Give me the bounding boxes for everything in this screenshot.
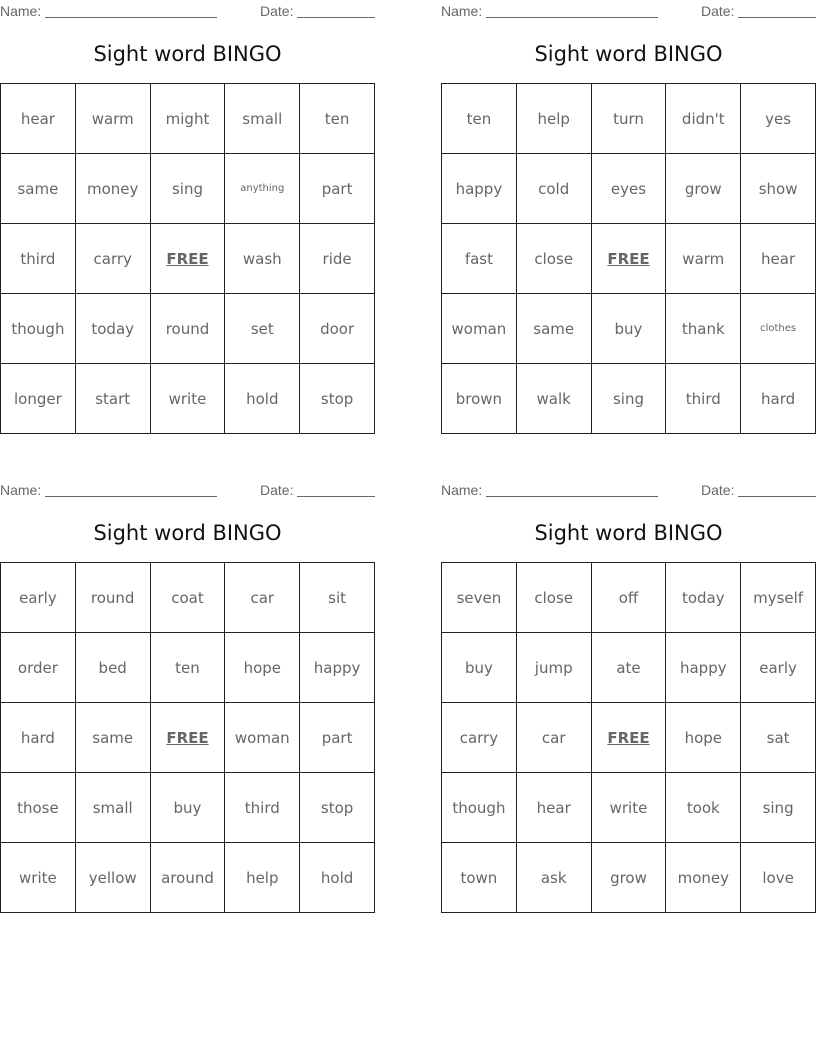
- bingo-cell[interactable]: turn: [592, 84, 667, 154]
- bingo-cell[interactable]: show: [741, 154, 816, 224]
- bingo-cell[interactable]: off: [592, 563, 667, 633]
- bingo-cell[interactable]: door: [300, 294, 375, 364]
- name-label: Name:: [0, 3, 42, 19]
- bingo-cell[interactable]: yellow: [76, 843, 151, 913]
- bingo-cell[interactable]: third: [225, 773, 300, 843]
- bingo-cell[interactable]: ten: [151, 633, 226, 703]
- bingo-cell[interactable]: hear: [741, 224, 816, 294]
- bingo-cell[interactable]: part: [300, 703, 375, 773]
- bingo-cell[interactable]: grow: [666, 154, 741, 224]
- name-field-line[interactable]: [45, 3, 217, 18]
- name-field-line[interactable]: [486, 3, 658, 18]
- bingo-cell[interactable]: yes: [741, 84, 816, 154]
- bingo-cell[interactable]: early: [1, 563, 76, 633]
- bingo-cell[interactable]: hard: [741, 364, 816, 434]
- bingo-cell[interactable]: brown: [442, 364, 517, 434]
- bingo-cell[interactable]: write: [151, 364, 226, 434]
- date-field-line[interactable]: [297, 482, 375, 497]
- bingo-cell[interactable]: sit: [300, 563, 375, 633]
- bingo-cell[interactable]: ten: [300, 84, 375, 154]
- name-field-line[interactable]: [45, 482, 217, 497]
- bingo-cell[interactable]: hope: [666, 703, 741, 773]
- bingo-cell[interactable]: write: [592, 773, 667, 843]
- bingo-cell[interactable]: sing: [592, 364, 667, 434]
- bingo-cell[interactable]: jump: [517, 633, 592, 703]
- free-space-cell[interactable]: FREE: [592, 703, 667, 773]
- card-title: Sight word BINGO: [93, 521, 282, 545]
- bingo-cell[interactable]: longer: [1, 364, 76, 434]
- card-header: [0, 3, 375, 19]
- bingo-cell[interactable]: close: [517, 563, 592, 633]
- bingo-cell[interactable]: small: [76, 773, 151, 843]
- bingo-cell[interactable]: small: [225, 84, 300, 154]
- bingo-grid: [441, 83, 816, 434]
- bingo-cell[interactable]: same: [76, 703, 151, 773]
- bingo-cell[interactable]: fast: [442, 224, 517, 294]
- bingo-cell[interactable]: happy: [666, 633, 741, 703]
- bingo-cell[interactable]: those: [1, 773, 76, 843]
- bingo-card: [441, 479, 816, 914]
- bingo-cell[interactable]: happy: [442, 154, 517, 224]
- bingo-cell[interactable]: round: [76, 563, 151, 633]
- free-space-cell[interactable]: FREE: [151, 703, 226, 773]
- bingo-cell[interactable]: same: [1, 154, 76, 224]
- bingo-cell[interactable]: hope: [225, 633, 300, 703]
- date-field-line[interactable]: [738, 482, 816, 497]
- card-header: [441, 3, 816, 19]
- bingo-cell[interactable]: today: [666, 563, 741, 633]
- bingo-cell[interactable]: coat: [151, 563, 226, 633]
- bingo-cell[interactable]: happy: [300, 633, 375, 703]
- bingo-cell[interactable]: around: [151, 843, 226, 913]
- date-label: Date:: [701, 482, 735, 498]
- bingo-cell[interactable]: ten: [442, 84, 517, 154]
- bingo-grid: [441, 562, 816, 913]
- bingo-cell[interactable]: help: [225, 843, 300, 913]
- bingo-cell[interactable]: car: [517, 703, 592, 773]
- bingo-cell[interactable]: ate: [592, 633, 667, 703]
- free-space-cell[interactable]: FREE: [592, 224, 667, 294]
- bingo-cell[interactable]: car: [225, 563, 300, 633]
- bingo-cell[interactable]: clothes: [741, 294, 816, 364]
- bingo-cell[interactable]: close: [517, 224, 592, 294]
- bingo-cell[interactable]: stop: [300, 364, 375, 434]
- bingo-cell[interactable]: carry: [76, 224, 151, 294]
- bingo-card: [441, 0, 816, 435]
- date-field-line[interactable]: [297, 3, 375, 18]
- bingo-cell[interactable]: though: [442, 773, 517, 843]
- name-label: Name:: [441, 3, 483, 19]
- bingo-cell[interactable]: took: [666, 773, 741, 843]
- bingo-cell[interactable]: early: [741, 633, 816, 703]
- bingo-cell[interactable]: carry: [442, 703, 517, 773]
- bingo-cell[interactable]: buy: [592, 294, 667, 364]
- bingo-cell[interactable]: hold: [300, 843, 375, 913]
- bingo-cell[interactable]: wash: [225, 224, 300, 294]
- bingo-cell[interactable]: eyes: [592, 154, 667, 224]
- bingo-cell[interactable]: love: [741, 843, 816, 913]
- bingo-cell[interactable]: grow: [592, 843, 667, 913]
- bingo-cell[interactable]: didn't: [666, 84, 741, 154]
- bingo-cell[interactable]: walk: [517, 364, 592, 434]
- bingo-cell[interactable]: buy: [151, 773, 226, 843]
- date-label: Date:: [260, 482, 294, 498]
- bingo-cell[interactable]: town: [442, 843, 517, 913]
- bingo-cell[interactable]: money: [666, 843, 741, 913]
- bingo-cell[interactable]: though: [1, 294, 76, 364]
- name-field-line[interactable]: [486, 482, 658, 497]
- bingo-cell[interactable]: round: [151, 294, 226, 364]
- card-header: [441, 482, 816, 498]
- bingo-grid: [0, 562, 375, 913]
- bingo-grid: [0, 83, 375, 434]
- bingo-cell[interactable]: sing: [741, 773, 816, 843]
- bingo-card: [0, 0, 375, 435]
- bingo-cell[interactable]: hard: [1, 703, 76, 773]
- bingo-cell[interactable]: write: [1, 843, 76, 913]
- bingo-cell[interactable]: woman: [225, 703, 300, 773]
- bingo-cell[interactable]: same: [517, 294, 592, 364]
- bingo-cell[interactable]: ride: [300, 224, 375, 294]
- bingo-cell[interactable]: third: [666, 364, 741, 434]
- bingo-cell[interactable]: start: [76, 364, 151, 434]
- bingo-cell[interactable]: myself: [741, 563, 816, 633]
- bingo-cell[interactable]: order: [1, 633, 76, 703]
- bingo-cell[interactable]: hold: [225, 364, 300, 434]
- bingo-cell[interactable]: sing: [151, 154, 226, 224]
- bingo-cell[interactable]: set: [225, 294, 300, 364]
- name-label: Name:: [0, 482, 42, 498]
- bingo-cell[interactable]: hear: [517, 773, 592, 843]
- date-field-line[interactable]: [738, 3, 816, 18]
- bingo-cell[interactable]: money: [76, 154, 151, 224]
- date-label: Date:: [701, 3, 735, 19]
- bingo-card: [0, 479, 375, 914]
- bingo-cell[interactable]: bed: [76, 633, 151, 703]
- bingo-cell[interactable]: warm: [76, 84, 151, 154]
- name-label: Name:: [441, 482, 483, 498]
- bingo-cell[interactable]: ask: [517, 843, 592, 913]
- bingo-cell[interactable]: stop: [300, 773, 375, 843]
- bingo-cell[interactable]: seven: [442, 563, 517, 633]
- bingo-cell[interactable]: part: [300, 154, 375, 224]
- bingo-cell[interactable]: today: [76, 294, 151, 364]
- card-header: [0, 482, 375, 498]
- bingo-cell[interactable]: anything: [225, 154, 300, 224]
- bingo-cell[interactable]: thank: [666, 294, 741, 364]
- bingo-cell[interactable]: help: [517, 84, 592, 154]
- card-title: Sight word BINGO: [534, 521, 723, 545]
- bingo-cell[interactable]: woman: [442, 294, 517, 364]
- bingo-cell[interactable]: might: [151, 84, 226, 154]
- card-title: Sight word BINGO: [534, 42, 723, 66]
- bingo-cell[interactable]: cold: [517, 154, 592, 224]
- bingo-cell[interactable]: sat: [741, 703, 816, 773]
- date-label: Date:: [260, 3, 294, 19]
- bingo-cell[interactable]: third: [1, 224, 76, 294]
- card-title: Sight word BINGO: [93, 42, 282, 66]
- free-space-cell[interactable]: FREE: [151, 224, 226, 294]
- bingo-cell[interactable]: buy: [442, 633, 517, 703]
- bingo-cell[interactable]: warm: [666, 224, 741, 294]
- bingo-cell[interactable]: hear: [1, 84, 76, 154]
